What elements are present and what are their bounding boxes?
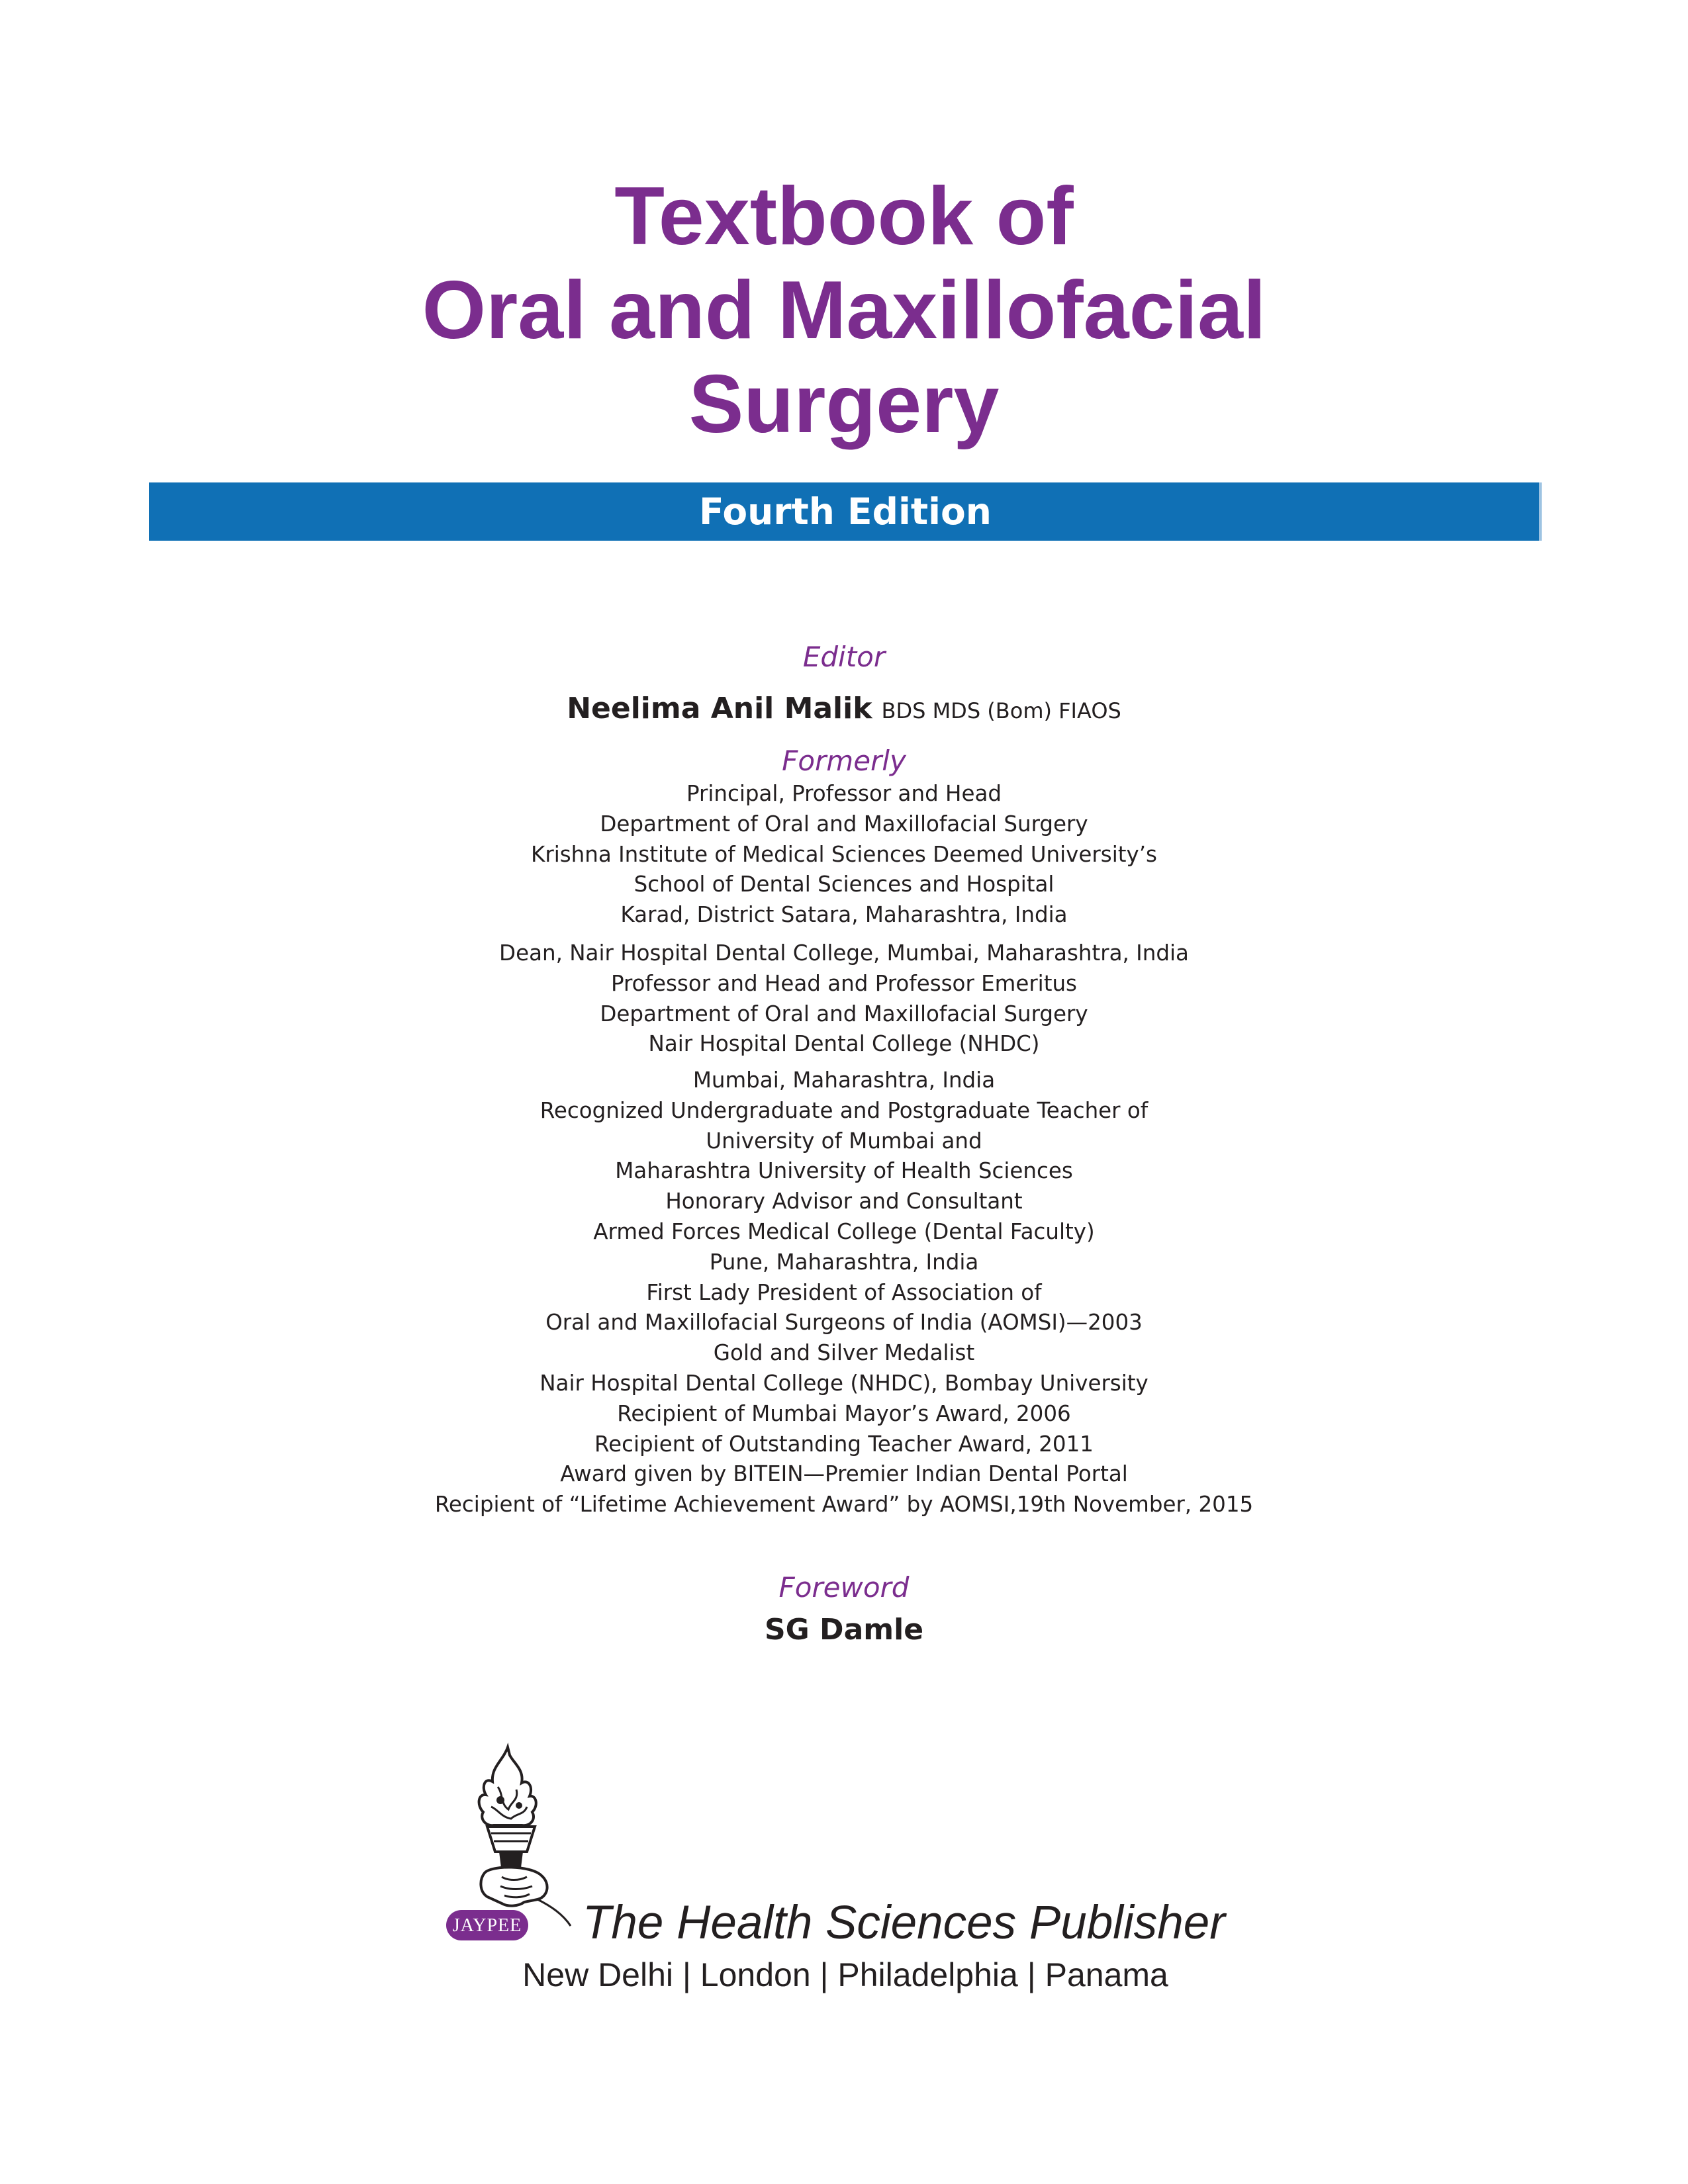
bio-line: Nair Hospital Dental College (NHDC) xyxy=(648,1031,1040,1057)
bio-line: Armed Forces Medical College (Dental Faculty) xyxy=(593,1218,1095,1244)
bio-line: Professor and Head and Professor Emeritus xyxy=(611,970,1077,996)
bio-line: Department of Oral and Maxillofacial Surgery xyxy=(600,811,1088,837)
bio-line: Recognized Undergraduate and Postgraduate Teacher of xyxy=(539,1097,1149,1123)
bio-line: Nair Hospital Dental College (NHDC), Bombay University xyxy=(539,1370,1149,1396)
bio-line: Award given by BITEIN—Premier Indian Dental Portal xyxy=(560,1461,1128,1487)
bio-line: School of Dental Sciences and Hospital xyxy=(633,872,1055,897)
jaypee-torch-logo xyxy=(445,1741,577,1952)
logo-badge-text: JAYPEE xyxy=(452,1915,522,1936)
bio-line: Dean, Nair Hospital Dental College, Mumbai, Maharashtra, India xyxy=(499,940,1189,966)
formerly-label: Formerly xyxy=(782,745,906,777)
bio-line: First Lady President of Association of xyxy=(646,1279,1042,1305)
bio-line: Karad, District Satara, Maharashtra, India xyxy=(620,902,1068,928)
bio-line: Recipient of “Lifetime Achievement Award” by AOMSI,19th November, 2015 xyxy=(434,1492,1254,1518)
book-title-line-1: Textbook of xyxy=(614,171,1074,262)
bio-group-3 xyxy=(0,1066,1688,1520)
bio-line: Oral and Maxillofacial Surgeons of India (AOMSI)—2003 xyxy=(545,1310,1143,1336)
edition-label: Fourth Edition xyxy=(699,490,992,533)
publisher-cities: New Delhi | London | Philadelphia | Panama xyxy=(522,1956,1168,1993)
bio-line: Maharashtra University of Health Sciences xyxy=(615,1158,1073,1184)
bio-line: Honorary Advisor and Consultant xyxy=(665,1189,1023,1214)
bio-group-1 xyxy=(0,779,1688,931)
book-title-line-3: Surgery xyxy=(688,359,1000,450)
foreword-author: SG Damle xyxy=(764,1613,924,1647)
bio-line: Krishna Institute of Medical Sciences Deemed University’s xyxy=(531,841,1157,867)
editor-label: Editor xyxy=(802,641,886,673)
bio-line: Principal, Professor and Head xyxy=(686,781,1002,806)
book-title-line-2: Oral and Maxillofacial xyxy=(422,265,1266,356)
book-title xyxy=(0,169,1688,451)
bio-line: Recipient of Mumbai Mayor’s Award, 2006 xyxy=(617,1400,1071,1426)
bio-line: Pune, Maharashtra, India xyxy=(709,1249,979,1275)
edition-banner xyxy=(149,482,1542,541)
bio-group-2 xyxy=(0,938,1688,1060)
bio-line: Gold and Silver Medalist xyxy=(713,1340,975,1366)
bio-line: Department of Oral and Maxillofacial Surgery xyxy=(600,1001,1088,1026)
bio-line: Recipient of Outstanding Teacher Award, 2011 xyxy=(594,1431,1094,1457)
editor-name: Neelima Anil Malik xyxy=(567,692,872,725)
publisher-tagline: The Health Sciences Publisher xyxy=(583,1897,1225,1949)
editor-qualifications: BDS MDS (Bom) FIAOS xyxy=(881,698,1121,723)
bio-line: Mumbai, Maharashtra, India xyxy=(692,1068,996,1093)
foreword-label: Foreword xyxy=(778,1571,910,1604)
bio-line: University of Mumbai and xyxy=(706,1128,982,1154)
editor-credit xyxy=(0,692,1688,725)
